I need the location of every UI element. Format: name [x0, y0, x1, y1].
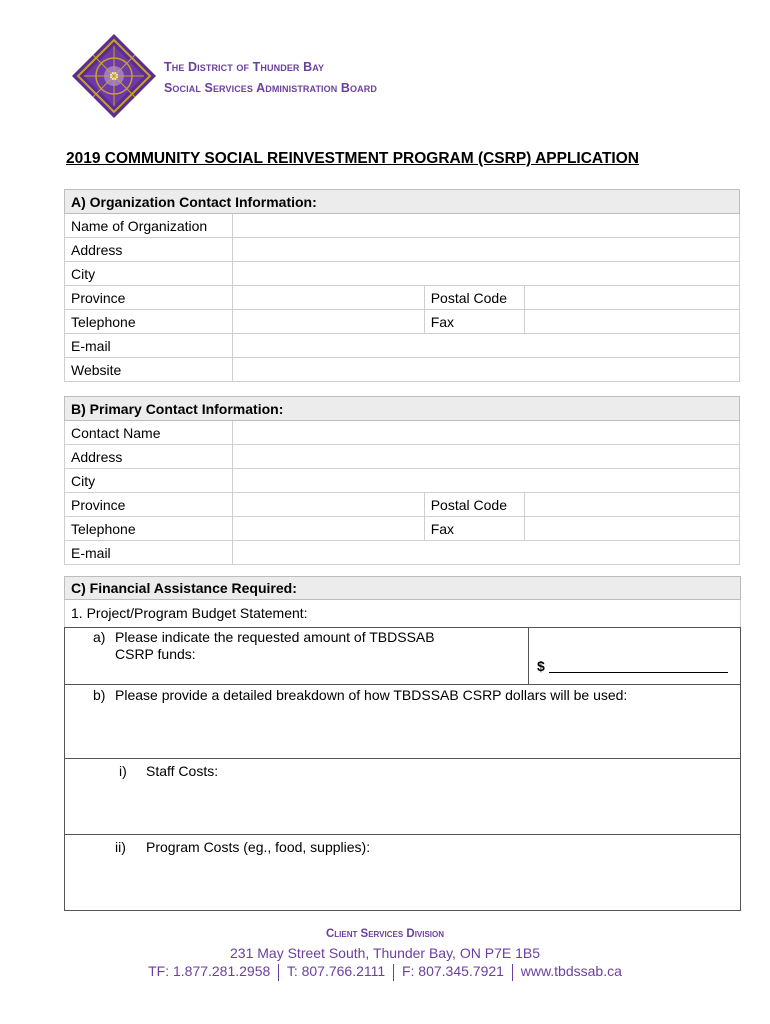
org-fax-field[interactable] [524, 310, 739, 334]
contact-name-label: Contact Name [65, 421, 233, 445]
item-b-label: b) [93, 687, 106, 703]
dollar-sign: $ [537, 658, 545, 674]
footer-contact-line [0, 963, 770, 981]
contact-city-field[interactable] [232, 469, 739, 493]
requested-amount-row [65, 628, 740, 685]
section-c [64, 576, 741, 911]
footer-separator [393, 964, 394, 981]
footer-tollfree: TF: 1.877.281.2958 [148, 963, 271, 979]
contact-city-label: City [65, 469, 233, 493]
program-costs-row[interactable] [65, 835, 740, 910]
contact-name-field[interactable] [232, 421, 739, 445]
item-a-text-line1: Please indicate the requested amount of TBDSSAB [115, 629, 435, 645]
org-province-label: Province [65, 286, 233, 310]
item-a-text-line2: CSRP funds: [115, 646, 196, 662]
org-name-line2: Social Services Administration Board [164, 81, 377, 95]
contact-address-label: Address [65, 445, 233, 469]
contact-province-field[interactable] [232, 493, 424, 517]
org-telephone-label: Telephone [65, 310, 233, 334]
contact-postal-field[interactable] [524, 493, 739, 517]
item-ii-text: Program Costs (eg., food, supplies): [146, 839, 371, 855]
section-b-table [64, 396, 740, 565]
budget-statement-label: 1. Project/Program Budget Statement: [64, 600, 741, 627]
contact-telephone-field[interactable] [232, 517, 424, 541]
org-city-label: City [65, 262, 233, 286]
org-province-field[interactable] [232, 286, 424, 310]
footer-telephone: T: 807.766.2111 [286, 963, 386, 979]
organization-name [164, 57, 377, 99]
footer-separator [512, 964, 513, 981]
item-i-label: i) [119, 763, 127, 779]
org-telephone-field[interactable] [232, 310, 424, 334]
item-ii-label: ii) [115, 839, 126, 855]
tbdssab-logo [70, 32, 158, 120]
contact-fax-field[interactable] [524, 517, 739, 541]
section-b-heading: B) Primary Contact Information: [65, 397, 740, 421]
contact-email-field[interactable] [232, 541, 739, 565]
item-a-label: a) [93, 629, 106, 645]
requested-amount-label [65, 628, 529, 684]
footer-separator [278, 964, 279, 981]
contact-address-field[interactable] [232, 445, 739, 469]
org-website-label: Website [65, 358, 233, 382]
section-c-heading: C) Financial Assistance Required: [64, 576, 741, 600]
contact-fax-label: Fax [424, 517, 524, 541]
contact-telephone-label: Telephone [65, 517, 233, 541]
org-name-field[interactable] [232, 214, 739, 238]
item-b-text: Please provide a detailed breakdown of how TBDSSAB CSRP dollars will be used: [115, 687, 628, 703]
org-email-label: E-mail [65, 334, 233, 358]
document-title: 2019 COMMUNITY SOCIAL REINVESTMENT PROGRAM (CSRP) APPLICATION [66, 150, 639, 167]
org-email-field[interactable] [232, 334, 739, 358]
org-postal-label: Postal Code [424, 286, 524, 310]
org-address-label: Address [65, 238, 233, 262]
budget-statement-box [64, 627, 741, 911]
contact-email-label: E-mail [65, 541, 233, 565]
footer-division: Client Services Division [325, 928, 445, 940]
contact-province-label: Province [65, 493, 233, 517]
section-a-heading: A) Organization Contact Information: [65, 190, 740, 214]
footer-fax: F: 807.345.7921 [401, 963, 504, 979]
requested-amount-field[interactable] [529, 628, 740, 684]
org-name-label: Name of Organization [65, 214, 233, 238]
staff-costs-row[interactable] [65, 759, 740, 835]
org-address-field[interactable] [232, 238, 739, 262]
org-fax-label: Fax [424, 310, 524, 334]
item-i-text: Staff Costs: [146, 763, 219, 779]
amount-underline [549, 672, 728, 673]
contact-postal-label: Postal Code [424, 493, 524, 517]
footer-website[interactable]: www.tbdssab.ca [520, 963, 622, 979]
org-postal-field[interactable] [524, 286, 739, 310]
org-city-field[interactable] [232, 262, 739, 286]
breakdown-row[interactable] [65, 685, 740, 759]
footer-address: 231 May Street South, Thunder Bay, ON P7E 1B5 [230, 945, 540, 961]
section-a-table [64, 189, 740, 382]
org-name-line1: The District of Thunder Bay [164, 60, 325, 74]
org-website-field[interactable] [232, 358, 739, 382]
